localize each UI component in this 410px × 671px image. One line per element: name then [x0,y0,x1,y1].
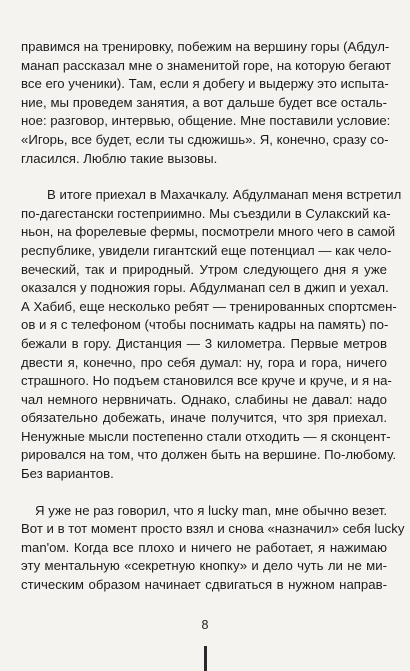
text-line: по-дагестански гостеприимно. Мы съездили в Сулакский ка- [21,205,391,221]
text-line: Ненужные мысли постепенно стали отходить — я сконцент- [21,428,391,444]
text-line: Я уже не раз говорил, что я lucky man, мне обычно везет. [35,502,387,518]
page-number: 8 [201,618,209,632]
text-line: оказался у подножия горы. Абдулманап сел в джип и уехал. [21,280,389,296]
text-line: двести я, конечно, про себя думал: ну, гора и гора, ничего [21,354,387,370]
text-line: ние, мы проведем занятия, а вот дальше будет все осталь- [21,94,387,110]
text-line: бежали в гору. Дистанция — 3 километра. Первые метров [21,335,387,351]
text-line: А Хабиб, еще несколько ребят — тренированных спортсмен- [21,298,397,314]
paragraph-1 [21,38,391,168]
text-line: все его ученики). Там, если я добегу и выдержу это испыта- [21,76,389,92]
text-line: В итоге приехал в Махачкалу. Абдулманап меня встретил [47,187,402,203]
text-line: Вот и в тот момент просто взял и снова «назначил» себя lucky [21,521,405,537]
text-line: чал немного нервничать. Однако, слабины не давал: надо [21,391,387,407]
text-line: «Игорь, все будет, если ты сдюжишь». Я, конечно, сразу со- [21,131,389,147]
text-line: ньон, на форелевые фермы, посмотрели много чего в самой [21,224,396,240]
text-line: ное: разговор, интервью, общение. Мне поставили условие: [21,113,391,129]
paragraph-2 [21,186,402,484]
text-line: манап рассказал мне о знаменитой горе, на которую бегают [21,57,391,73]
text-line: страшного. Но подъем становился все круче и круче, и я на- [21,373,392,389]
text-line: Без вариантов. [21,466,114,482]
text-line: рировался на том, что должен быть на вершине. По-любому. [21,447,396,463]
text-line: эту ментальную «секретную кнопку» и дело чуть ли не ми- [21,558,387,574]
text-line: стическим образом начинает сдвигаться в нужном направ- [21,577,387,593]
paragraph-3 [21,502,405,595]
binding-edge-mark [204,646,207,671]
body-text [21,38,405,595]
text-line: республике, увидели гигантский еще потенциал — как чело- [21,242,392,258]
text-line: man'ом. Когда все плохо и ничего не работает, я нажимаю [21,539,387,555]
text-line: правимся на тренировку, побежим на вершину горы (Абдул- [21,39,390,54]
text-line: ов и я с телефоном (чтобы поснимать кадры на память) по- [21,317,389,333]
text-line: гласился. Люблю такие вызовы. [21,150,218,166]
text-line: обязательно добежать, иначе получится, что зря приехал. [21,410,387,426]
text-line: веческий, так и природный. Утром следующего дня я уже [21,261,387,277]
